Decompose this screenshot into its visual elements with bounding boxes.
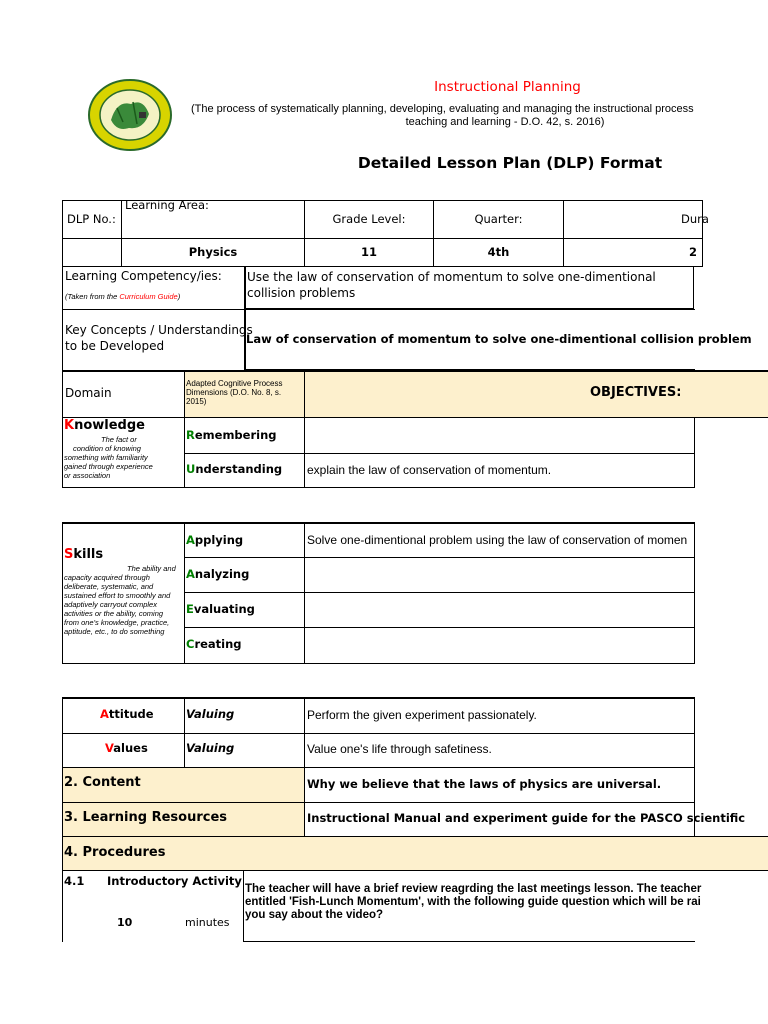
applying-objective-cell [304,522,695,558]
understanding-label: Understanding [186,462,283,476]
quarter-label: Quarter: [474,212,523,226]
duration-value-cell [563,238,703,267]
duration-value: 2 [689,245,698,259]
skills-desc6: activities or the ability, coming [64,609,164,618]
evaluating-cell [184,592,305,628]
grade-level-cell [304,200,434,239]
attitude-dimension: Valuing [186,707,235,721]
domain-header-cell [62,370,185,418]
minutes-label: minutes [185,916,230,929]
competency-line2: collision problems [247,286,356,300]
dimensions-header-line2: Dimensions (D.O. No. 8, s. [186,388,282,397]
skills-heading: Skills [64,547,104,562]
dlp-format-title: Detailed Lesson Plan (DLP) Format [357,154,663,172]
dlp-no-value-cell [62,238,122,267]
values-dimension-cell [184,733,305,768]
knowledge-desc5: or association [64,471,111,480]
values-domain-cell [62,733,185,768]
procedure-text-line1: The teacher will have a brief review reagrding the last meetings lesson. The teacher [245,883,702,895]
grade-level-label: Grade Level: [332,212,406,226]
instructional-planning-title: Instructional Planning [434,79,581,95]
knowledge-desc3: something with familiarity [64,453,148,462]
applying-objective: Solve one-dimentional problem using the law of conservation of momen [307,533,688,547]
skills-domain-cell [62,522,185,664]
understanding-objective-cell [304,453,695,488]
curriculum-guide-link[interactable]: Curriculum Guide [119,292,178,301]
dimensions-header-cell [184,370,305,418]
competency-text-box [244,266,694,310]
learning-area-label: Learning Area: [125,198,209,212]
dlp-no-cell [62,200,122,239]
competency-note: (Taken from the Curriculum Guide) [65,292,181,301]
domain-header: Domain [65,386,112,400]
procedures-header-cell [62,836,768,871]
learning-area-value: Physics [188,245,238,259]
procedure-text-left-border [243,870,244,942]
attitude-objective-cell [304,697,695,734]
attitude-dimension-cell [184,697,305,734]
key-concepts-label-line2: to be Developed [65,339,165,353]
skills-desc4: sustained effort to smoothly and [64,591,171,600]
skills-desc7: from one's knowledge, practice, [64,618,170,627]
skills-desc2: capacity acquired through [64,573,150,582]
remembering-objective-cell [304,417,695,454]
creating-objective-cell [304,627,695,664]
procedure-text-bottom-border [243,941,695,942]
competency-label: Learning Competency/ies: [65,269,222,283]
remembering-label: Remembering [186,428,277,442]
skills-desc3: deliberate, systematic, and [64,582,154,591]
dimensions-header-line1: Adapted Cognitive Process [186,379,283,388]
skills-desc8: aptitude, etc., to do something [64,627,165,636]
procedure-text-box [245,883,702,939]
analyzing-label: Analyzing [186,567,250,581]
content-text: Why we believe that the laws of physics are universal. [307,777,662,791]
quarter-value: 4th [487,245,510,259]
content-label: 2. Content [64,775,141,790]
attitude-objective: Perform the given experiment passionately. [307,708,537,722]
key-concepts-label-cell [62,309,253,371]
evaluating-objective-cell [304,592,695,628]
subtitle-line2: teaching and learning - D.O. 42, s. 2016) [405,116,605,128]
knowledge-domain-cell [62,417,185,488]
competency-line1: Use the law of conservation of momentum to solve one-dimentional [247,270,656,284]
content-label-cell [62,767,305,803]
values-label: Values [105,741,148,755]
creating-cell [184,627,305,664]
attitude-label: Attitude [100,707,154,721]
resources-text-cell [304,802,746,837]
procedures-left-border [62,870,63,942]
competency-label-cell [62,266,245,310]
content-text-cell [304,767,695,803]
learning-area-value-cell [121,238,305,267]
values-objective-cell [304,733,695,768]
key-concepts-label-line1: Key Concepts / Understandings [65,323,253,337]
dlp-no-label: DLP No.: [67,212,116,226]
duration-cell [563,200,709,239]
analyzing-cell [184,557,305,593]
minutes-value: 10 [117,916,133,929]
quarter-cell [433,200,564,239]
resources-label-cell [62,802,305,837]
knowledge-heading: Knowledge [64,418,145,433]
skills-desc1: The ability and [127,564,176,573]
knowledge-desc2: condition of knowing [73,444,141,453]
deped-seal [87,78,173,152]
creating-label: Creating [186,637,242,651]
quarter-value-cell [433,238,564,267]
skills-desc5: adaptively carryout complex [64,600,157,609]
applying-cell [184,522,305,558]
evaluating-label: Evaluating [186,602,255,616]
introductory-activity-label: Introductory Activity [107,874,242,888]
duration-label: Dura [681,212,709,226]
understanding-cell [184,453,305,488]
resources-text: Instructional Manual and experiment guide for the PASCO scientific [307,811,746,825]
grade-value-cell [304,238,434,267]
subtitle-line1: (The process of systematically planning, developing, evaluating and managing the instructional process [191,103,694,115]
resources-label: 3. Learning Resources [64,810,228,825]
knowledge-desc1: The fact or [101,435,137,444]
objectives-header-cell [304,370,768,418]
values-dimension: Valuing [186,741,235,755]
knowledge-desc4: gained through experience [64,462,153,471]
key-concepts-text: Law of conservation of momentum to solve one-dimentional collision problem [246,332,752,346]
remembering-cell [184,417,305,454]
grade-value: 11 [360,245,377,259]
procedure-number: 4.1 [64,874,85,888]
dimensions-header-line3: 2015) [186,397,207,406]
understanding-objective: explain the law of conservation of momentum. [307,463,552,477]
procedures-label: 4. Procedures [64,845,166,860]
objectives-header: OBJECTIVES: [590,385,682,400]
applying-label: Applying [186,533,244,547]
analyzing-objective-cell [304,557,695,593]
procedure-text-line2: entitled 'Fish-Lunch Momentum', with the following guide question which will be rai [245,896,701,908]
procedure-text-line3: you say about the video? [245,909,384,921]
values-objective: Value one's life through safetiness. [307,742,492,756]
key-concepts-text-box [244,309,752,371]
learning-area-cell [121,200,305,239]
attitude-domain-cell [62,697,185,734]
